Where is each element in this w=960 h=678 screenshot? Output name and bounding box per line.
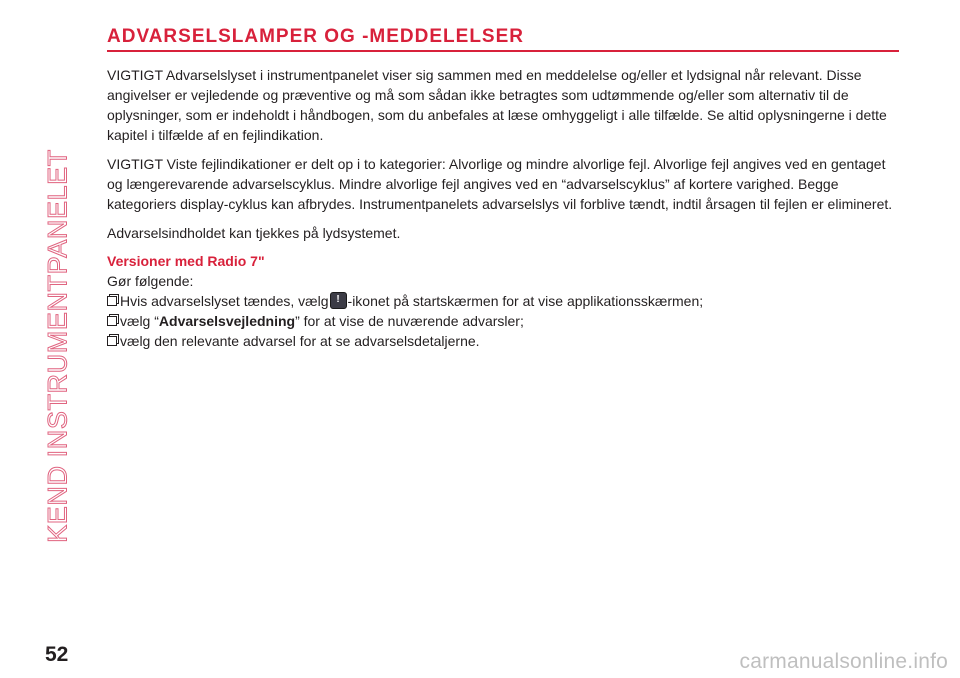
warning-app-icon xyxy=(330,292,347,309)
page-number: 52 xyxy=(45,643,69,666)
paragraph-important-2: VIGTIGT Viste fejlindikationer er delt op i to kategorier: Alvorlige og mindre alvorlige fejl. Alvorlige fejl angives ved en gentaget og længerevarende advarselscyklus. Mindre alvorlige fejl angives ved en “advarselscyklus” af kortere varighed. Begge kategoriers display-cyklus kan afbrydes. Instrumentpanelets advarselslys vil forblive tændt, indtil årsagen til fejlen er elimineret. xyxy=(107,156,893,212)
page-content xyxy=(107,26,899,351)
list-item xyxy=(107,291,899,311)
section-side-title-text: KEND INSTRUMENTPANELET xyxy=(42,149,73,543)
paragraph-audio-check: Advarselsindholdet kan tjekkes på lydsystemet. xyxy=(107,225,401,241)
step-2-text-end: ” for at vise de nuværende advarsler; xyxy=(295,313,524,329)
step-2-text: vælg “ xyxy=(120,313,159,329)
page-heading: ADVARSELSLAMPER OG -MEDDELELSER xyxy=(107,26,899,52)
step-2-option: Advarselsvejledning xyxy=(158,313,296,329)
steps-intro: Gør følgende: xyxy=(107,273,194,289)
steps-list xyxy=(107,291,899,351)
list-item xyxy=(107,311,899,331)
checkbox-bullet-icon xyxy=(107,316,117,326)
radio-version-subheading: Versioner med Radio 7" xyxy=(107,253,265,269)
step-1-text-end: -ikonet på startskærmen for at vise applikationsskærmen; xyxy=(347,293,704,309)
site-watermark: carmanualsonline.info xyxy=(739,650,948,673)
step-1-text: Hvis advarselslyset tændes, vælg xyxy=(120,293,329,309)
paragraph-important-1: VIGTIGT Advarselslyset i instrumentpanelet viser sig sammen med en meddelelse og/eller et lydsignal når relevant. Disse angivelser er vejledende og præventive og må som sådan ikke betragtes som udtømmende og/eller som alternativ til de oplysninger, som er indeholdt i håndbogen, som du anbefales at læse omhyggeligt i alle tilfælde. Se altid oplysningerne i dette kapitel i tilfælde af en fejlindikation. xyxy=(107,67,887,143)
list-item xyxy=(107,331,899,351)
checkbox-bullet-icon xyxy=(107,336,117,346)
step-3-text: vælg den relevante advarsel for at se advarselsdetaljerne. xyxy=(120,333,480,349)
checkbox-bullet-icon xyxy=(107,296,117,306)
